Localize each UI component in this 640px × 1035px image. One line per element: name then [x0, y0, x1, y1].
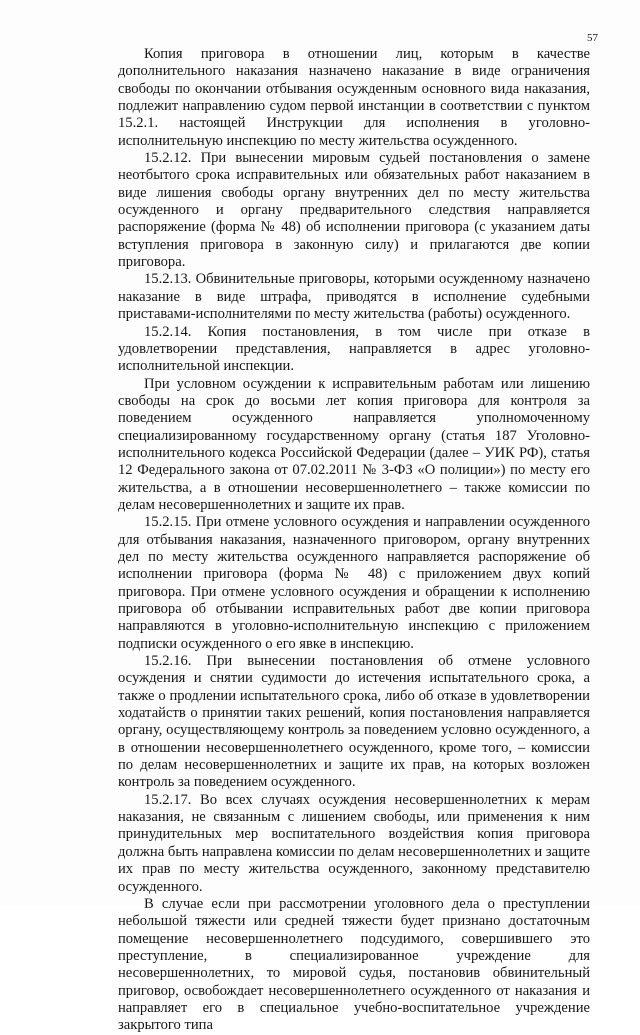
paragraph-15-2-17: 15.2.17. Во всех случаях осуждения несовершеннолетних к мерам наказания, не связанным с лишением свободы, или применения к ним принудительных мер воспитательного воздействия копия приговора должна быть направлена комиссии по делам несовершеннолетних и защите их прав по месту жительства осужденного, законному представителю осужденного. — [118, 791, 590, 895]
paragraph-juvenile-case: В случае если при рассмотрении уголовного дела о преступлении небольшой тяжести или средней тяжести будет признано достаточным помещение несовершеннолетнего подсудимого, совершившего это преступление, в специализированное учреждение для несовершеннолетних, то мировой судья, постановив обвинительный приговор, освобождает несовершеннолетнего осужденного от наказания и направляет его в специальное учебно-воспитательное учреждение закрытого типа — [118, 895, 590, 1034]
document-body — [118, 46, 590, 1035]
paragraph-15-2-14: 15.2.14. Копия постановления, в том числе при отказе в удовлетворении представления, направляется в адрес уголовно-исполнительной инспекции. — [118, 323, 590, 375]
paragraph-15-2-13: 15.2.13. Обвинительные приговоры, которыми осужденному назначено наказание в виде штрафа, приводятся в исполнение судебными приставами-исполнителями по месту жительства (работы) осужденного. — [118, 271, 590, 323]
paragraph-15-2-12: 15.2.12. При вынесении мировым судьей постановления о замене неотбытого срока исправительных или обязательных работ наказанием в виде лишения свободы органу внутренних дел по месту жительства осужденного и органу предварительного следствия направляется распоряжение (форма № 48) об исполнении приговора (с указанием даты вступления приговора в законную силу) и прилагаются две копии приговора. — [118, 150, 590, 271]
paragraph-copy-of-verdict: Копия приговора в отношении лиц, которым в качестве дополнительного наказания назначено наказание в виде ограничения свободы по окончании отбывания осужденным основного вида наказания, подлежит направлению судом первой инстанции в соответствии с пунктом 15.2.1. настоящей Инструкции для исполнения в уголовно-исполнительную инспекцию по месту жительства осужденного. — [118, 46, 590, 149]
paragraph-15-2-16: 15.2.16. При вынесении постановления об отмене условного осуждения и снятии судимости до истечения испытательного срока, а также о продлении испытательного срока, либо об отказе в удовлетворении ходатайств о принятии таких решений, копия постановления направляется органу, осуществляющему контроль за поведением условно осужденного, а в отношении несовершеннолетнего осужденного, кроме того, – комиссии по делам несовершеннолетних и защите их прав, на которых возложен контроль за поведением осужденного. — [118, 653, 590, 791]
page-number: 57 — [587, 32, 598, 44]
paragraph-15-2-15: 15.2.15. При отмене условного осуждения и направлении осужденного для отбывания наказания, назначенного приговором, органу внутренних дел по месту жительства осужденного направляется распоряжение об исполнении приговора (форма № 48) с приложением двух копий приговора. При отмене условного осуждения и обращении к исполнению приговора об отбывании исправительных работ две копии приговора направляются в уголовно-исполнительную инспекцию с приложением подписки осужденного о его явке в инспекцию. — [118, 514, 590, 652]
paragraph-conditional-sentence: При условном осуждении к исправительным работам или лишению свободы на срок до восьми лет копия приговора для контроля за поведением осужденного направляется уполномоченному специализированному государственному органу (статья 187 Уголовно-исполнительного кодекса Российской Федерации (далее – УИК РФ), статья 12 Федерального закона от 07.02.2011 № 3-ФЗ «О полиции») по месту его жительства, а в отношении несовершеннолетнего – также комиссии по делам несовершеннолетних и защите их прав. — [118, 375, 590, 513]
